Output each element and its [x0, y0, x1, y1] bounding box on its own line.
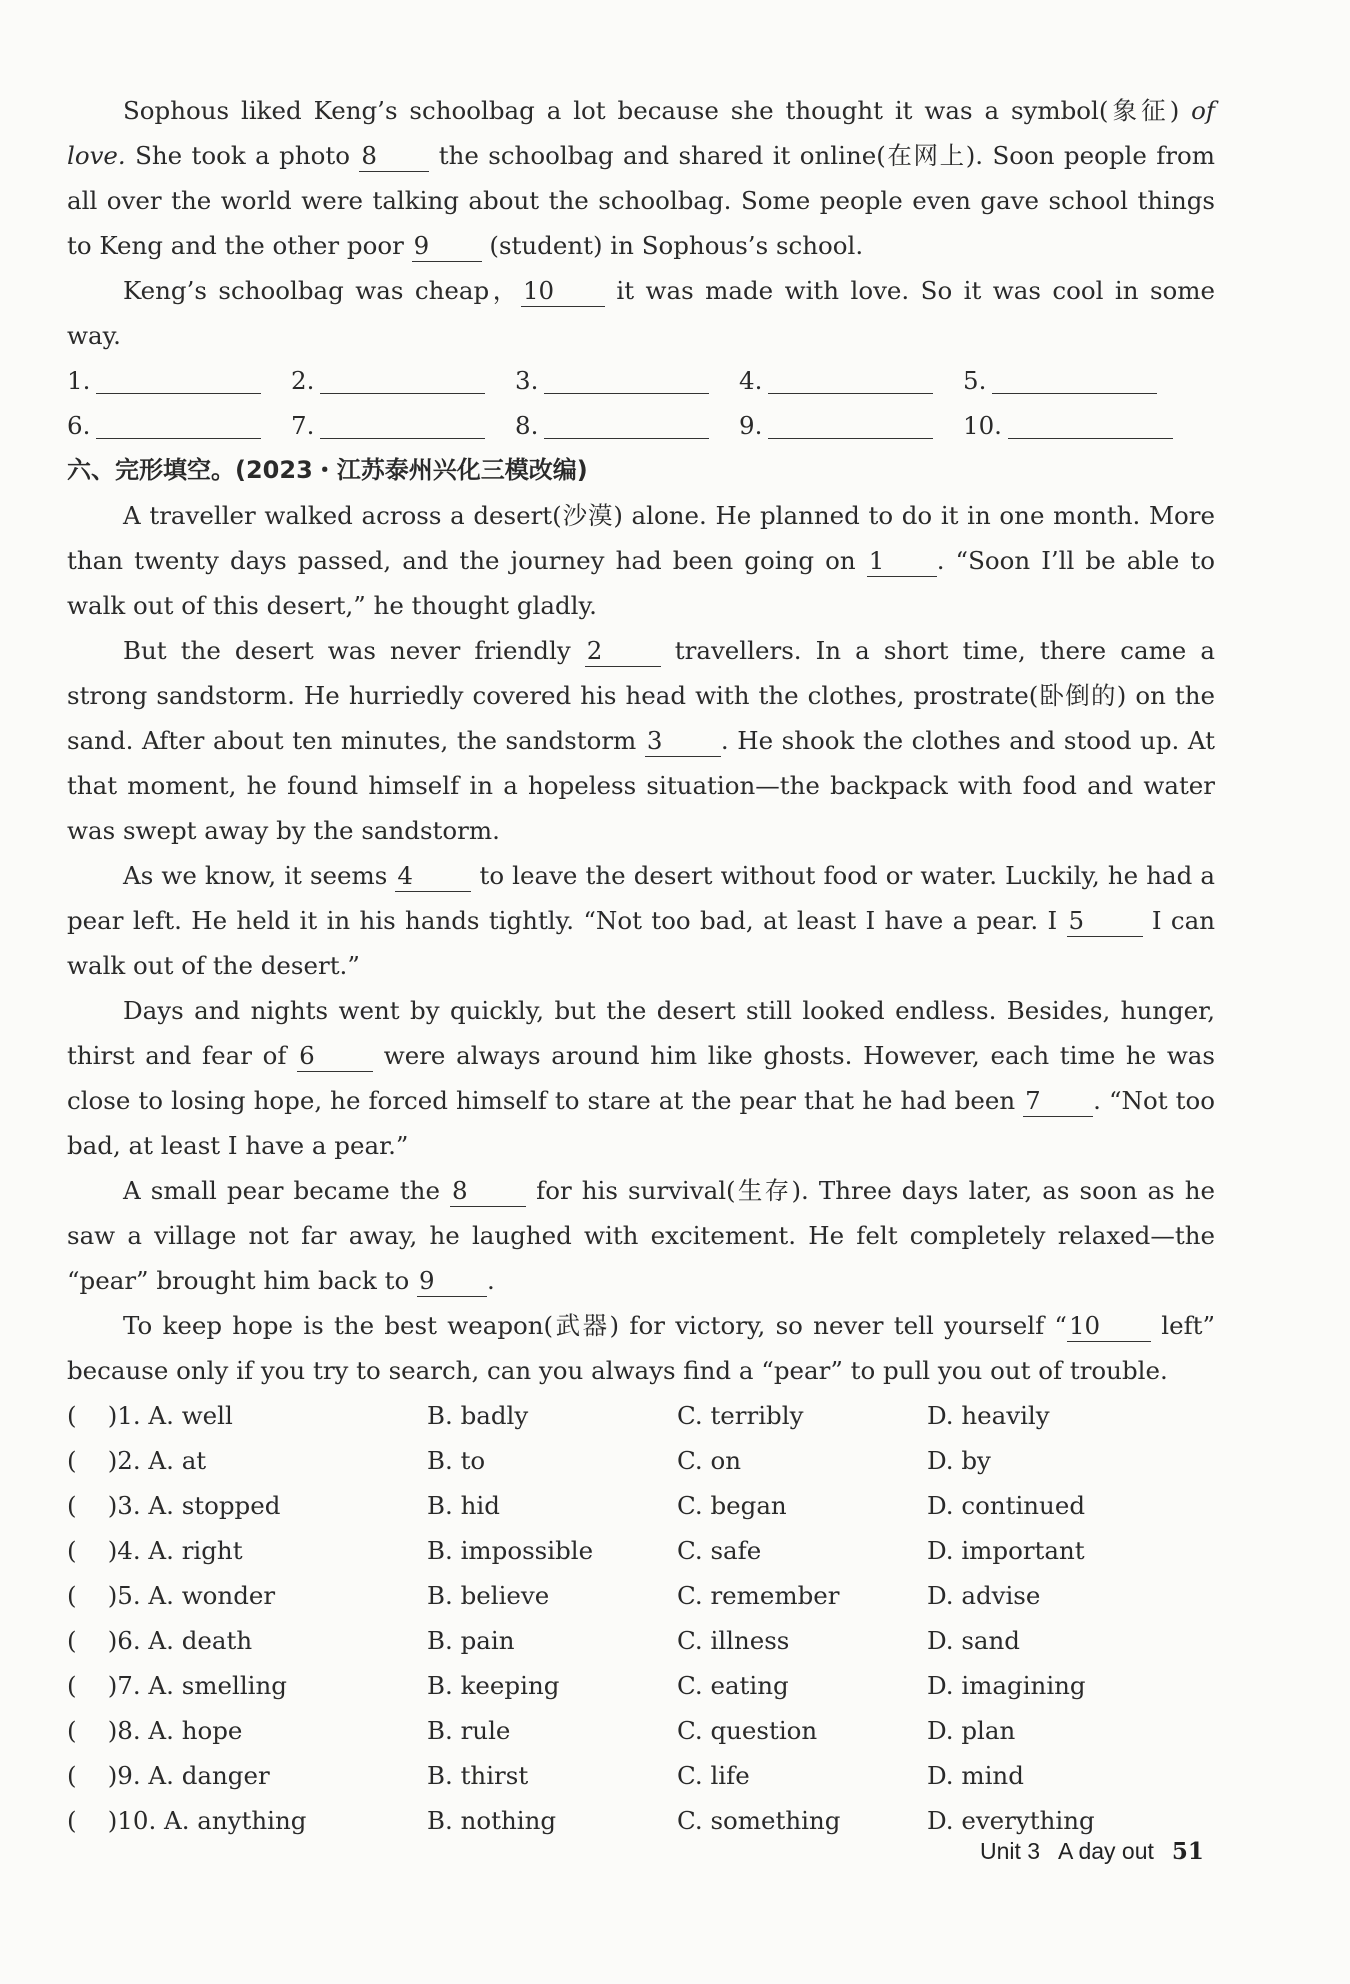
- option-c[interactable]: C. life: [677, 1761, 750, 1790]
- answer-slot-1[interactable]: 1.: [67, 358, 291, 403]
- question-stem[interactable]: ( )6. A. death: [67, 1626, 253, 1655]
- question-stem[interactable]: ( )8. A. hope: [67, 1716, 243, 1745]
- cloze-blank-7: 7: [1023, 1086, 1093, 1117]
- question-row: [67, 1483, 1215, 1528]
- question-stem[interactable]: ( )10. A. anything: [67, 1806, 307, 1835]
- answer-slot-6[interactable]: 6.: [67, 403, 291, 448]
- option-b[interactable]: B. thirst: [427, 1761, 529, 1790]
- answer-slot-9[interactable]: 9.: [739, 403, 963, 448]
- page-footer: [980, 1838, 1204, 1865]
- question-stem[interactable]: ( )1. A. well: [67, 1401, 233, 1430]
- answer-slot-7[interactable]: 7.: [291, 403, 515, 448]
- question-stem[interactable]: ( )7. A. smelling: [67, 1671, 287, 1700]
- cloze-paragraph: But the desert was never friendly 2 travellers. In a short time, there came a strong sandstorm. He hurriedly covered his head with the clothes, prostrate(卧倒的) on the sand. After about ten minutes, the sandstorm 3 . He shook the clothes and stood up. At that moment, he found himself in a hopeless situation—the backpack with food and water was swept away by the sandstorm.: [67, 636, 1215, 845]
- answer-slot-5[interactable]: 5.: [963, 358, 1187, 403]
- option-d[interactable]: D. by: [927, 1446, 991, 1475]
- question-row: [67, 1618, 1215, 1663]
- question-row: [67, 1708, 1215, 1753]
- option-b[interactable]: B. to: [427, 1446, 486, 1475]
- question-stem[interactable]: ( )2. A. at: [67, 1446, 207, 1475]
- answer-lines: [67, 358, 1215, 448]
- cloze-paragraph: Days and nights went by quickly, but the desert still looked endless. Besides, hunger, thirst and fear of 6 were always around him like ghosts. However, each time he was close to losing hope, he forced himself to stare at the pear that he had been 7 . “Not too bad, at least I have a pear.”: [67, 996, 1215, 1160]
- option-c[interactable]: C. question: [677, 1716, 818, 1745]
- answer-slot-10[interactable]: 10.: [963, 403, 1187, 448]
- option-b[interactable]: B. rule: [427, 1716, 511, 1745]
- option-d[interactable]: D. everything: [927, 1806, 1095, 1835]
- option-b[interactable]: B. believe: [427, 1581, 550, 1610]
- section-title: 六、完形填空。(2023・江苏泰州兴化三模改编): [67, 456, 588, 484]
- option-c[interactable]: C. remember: [677, 1581, 840, 1610]
- cloze-paragraph: A small pear became the 8 for his survival(生存). Three days later, as soon as he saw a village not far away, he laughed with excitement. He felt completely relaxed—the “pear” brought him back to 9 .: [67, 1176, 1215, 1295]
- option-c[interactable]: C. illness: [677, 1626, 790, 1655]
- question-row: [67, 1393, 1215, 1438]
- question-row: [67, 1753, 1215, 1798]
- option-b[interactable]: B. pain: [427, 1626, 515, 1655]
- option-c[interactable]: C. on: [677, 1446, 741, 1475]
- option-d[interactable]: D. advise: [927, 1581, 1041, 1610]
- cloze-paragraph: To keep hope is the best weapon(武器) for victory, so never tell yourself “10 left” because only if you try to search, can you always find a “pear” to pull you out of trouble.: [67, 1311, 1216, 1385]
- page-content: [67, 88, 1215, 1843]
- option-b[interactable]: B. keeping: [427, 1671, 560, 1700]
- cloze-blank-10: 10: [1067, 1311, 1151, 1342]
- cloze-blank-4: 4: [395, 861, 471, 892]
- question-row: [67, 1438, 1215, 1483]
- option-d[interactable]: D. important: [927, 1536, 1085, 1565]
- cloze-blank-8: 8: [450, 1176, 526, 1207]
- option-c[interactable]: C. terribly: [677, 1401, 804, 1430]
- cloze-blank-9: 9: [417, 1266, 487, 1297]
- question-row: [67, 1573, 1215, 1618]
- option-c[interactable]: C. something: [677, 1806, 841, 1835]
- cloze-blank-3: 3: [645, 726, 721, 757]
- option-c[interactable]: C. began: [677, 1491, 787, 1520]
- answer-slot-2[interactable]: 2.: [291, 358, 515, 403]
- option-d[interactable]: D. mind: [927, 1761, 1024, 1790]
- cloze-blank-1: 1: [867, 546, 937, 577]
- option-d[interactable]: D. imagining: [927, 1671, 1086, 1700]
- option-b[interactable]: B. hid: [427, 1491, 500, 1520]
- option-d[interactable]: D. sand: [927, 1626, 1020, 1655]
- question-stem[interactable]: ( )5. A. wonder: [67, 1581, 276, 1610]
- blank-8: 8: [359, 141, 429, 172]
- option-d[interactable]: D. continued: [927, 1491, 1086, 1520]
- passage-paragraph: Keng’s schoolbag was cheap，10 it was made with love. So it was cool in some way.: [67, 276, 1215, 350]
- question-options: [67, 1393, 1215, 1843]
- cloze-paragraph: A traveller walked across a desert(沙漠) alone. He planned to do it in one month. More than twenty days passed, and the journey had been going on 1 . “Soon I’ll be able to walk out of this desert,” he thought gladly.: [67, 501, 1215, 620]
- answer-slot-8[interactable]: 8.: [515, 403, 739, 448]
- blank-9: 9: [412, 231, 482, 262]
- option-b[interactable]: B. nothing: [427, 1806, 557, 1835]
- passage-paragraph: Sophous liked Keng’s schoolbag a lot because she thought it was a symbol(象征) of love. She took a photo 8 the schoolbag and shared it online(在网上). Soon people from all over the world were talking about the schoolbag. Some people even gave school things to Keng and the other poor 9 (student) in Sophous’s school.: [67, 96, 1216, 260]
- option-d[interactable]: D. plan: [927, 1716, 1016, 1745]
- question-row: [67, 1798, 1215, 1843]
- unit-label: Unit 3 A day out: [980, 1838, 1154, 1864]
- option-c[interactable]: C. safe: [677, 1536, 762, 1565]
- cloze-blank-5: 5: [1067, 906, 1143, 937]
- blank-10: 10: [521, 276, 605, 307]
- option-d[interactable]: D. heavily: [927, 1401, 1050, 1430]
- option-b[interactable]: B. badly: [427, 1401, 529, 1430]
- cloze-blank-6: 6: [297, 1041, 373, 1072]
- cloze-paragraph: As we know, it seems 4 to leave the desert without food or water. Luckily, he had a pear left. He held it in his hands tightly. “Not too bad, at least I have a pear. I 5 I can walk out of the desert.”: [67, 861, 1215, 980]
- answer-slot-4[interactable]: 4.: [739, 358, 963, 403]
- question-row: [67, 1663, 1215, 1708]
- option-b[interactable]: B. impossible: [427, 1536, 594, 1565]
- question-stem[interactable]: ( )3. A. stopped: [67, 1491, 281, 1520]
- page-number: 51: [1171, 1838, 1204, 1865]
- question-stem[interactable]: ( )9. A. danger: [67, 1761, 270, 1790]
- question-row: [67, 1528, 1215, 1573]
- answer-slot-3[interactable]: 3.: [515, 358, 739, 403]
- question-stem[interactable]: ( )4. A. right: [67, 1536, 243, 1565]
- cloze-blank-2: 2: [585, 636, 661, 667]
- option-c[interactable]: C. eating: [677, 1671, 789, 1700]
